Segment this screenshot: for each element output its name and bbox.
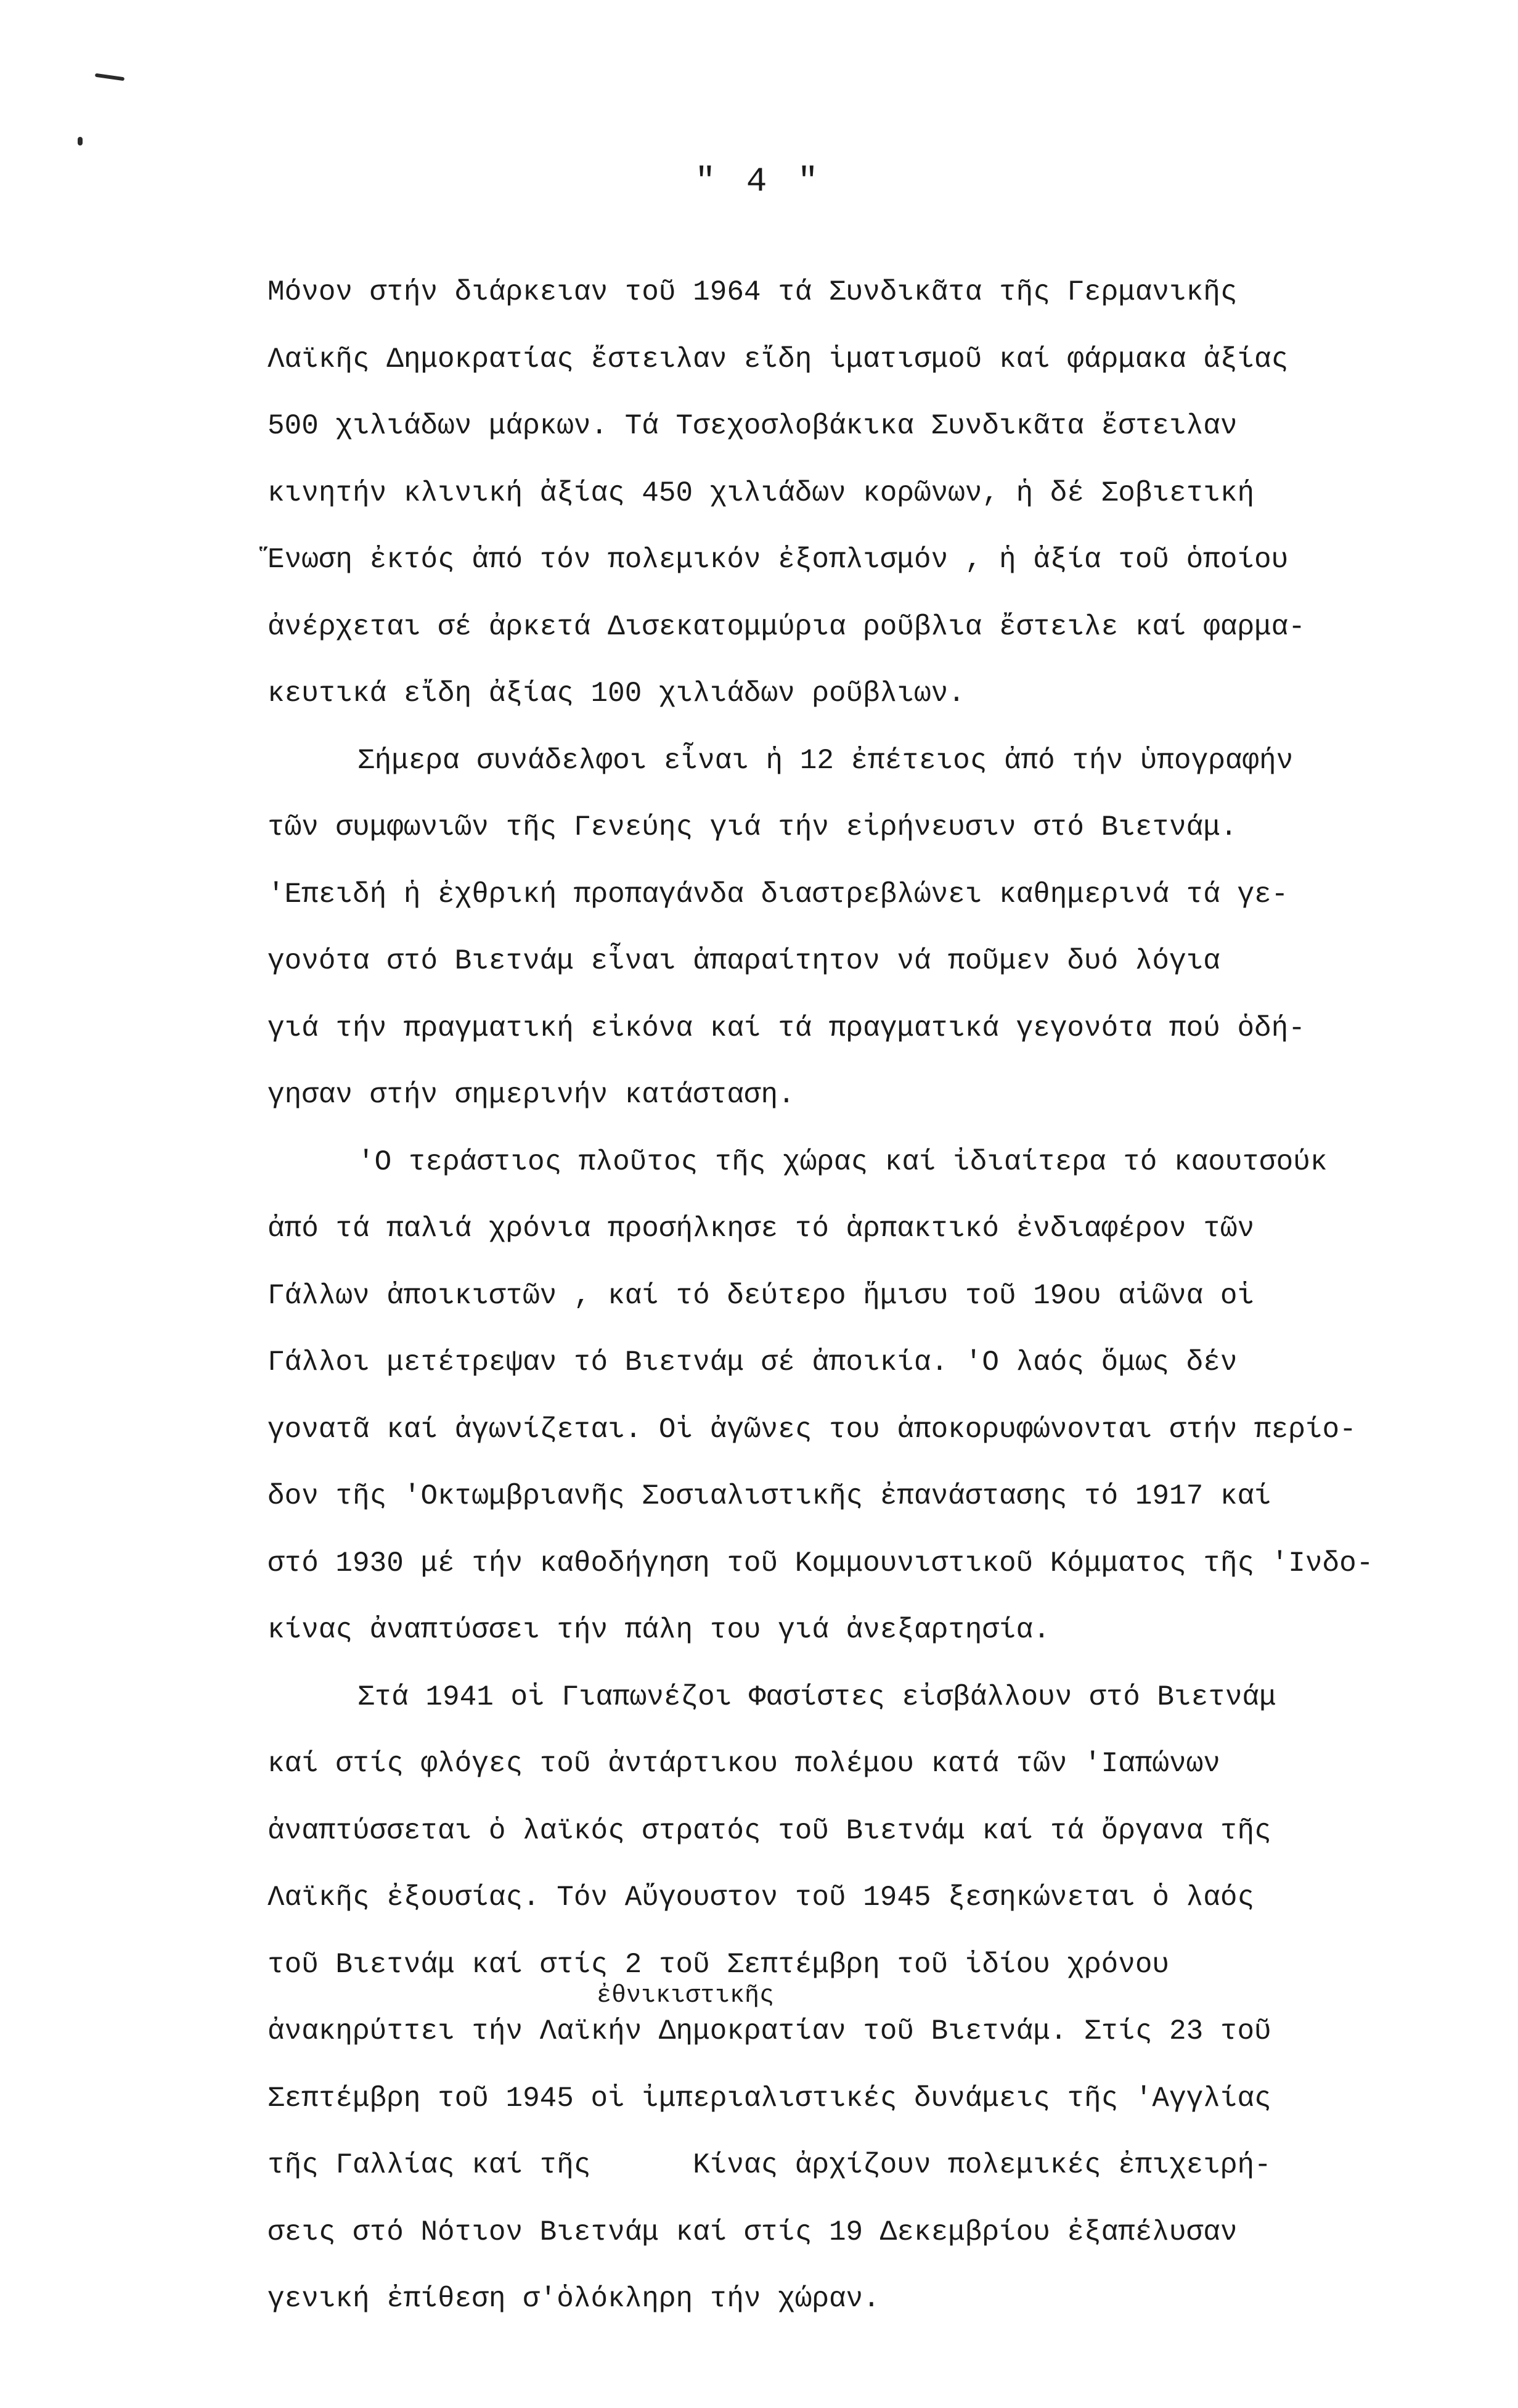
text-line: κίνας ἀναπτύσσει τήν πάλη του γιά ἀνεξαρτησία. — [267, 1614, 1050, 1646]
text-line: γιά τήν πραγματική εἰκόνα καί τά πραγματικά γεγονότα πού ὁδή- — [267, 1012, 1305, 1044]
paragraph — [267, 259, 1500, 727]
text-line: στό 1930 μέ τήν καθοδήγηση τοῦ Κομμουνιστικοῦ Κόμματος τῆς 'Ινδο- — [267, 1547, 1374, 1579]
text-line: Σεπτέμβρη τοῦ 1945 οἱ ἰμπεριαλιστικές δυνάμεις τῆς 'Αγγλίας — [267, 2082, 1271, 2115]
text-line: καί στίς φλόγες τοῦ ἀντάρτικου πολέμου κατά τῶν 'Ιαπώνων — [267, 1748, 1220, 1780]
text-line: τοῦ Βιετνάμ καί στίς 2 τοῦ Σεπτέμβρη τοῦ ἰδίου χρόνου — [267, 1948, 1170, 1981]
text-line: γονατᾶ καί ἀγωνίζεται. Οἱ ἀγῶνες του ἀποκορυφώνονται στήν περίο- — [267, 1413, 1357, 1446]
text-line: 'Ο τεράστιος πλοῦτος τῆς χώρας καί ἰδιαίτερα τό καουτσούκ — [357, 1145, 1328, 1178]
paragraph — [267, 1664, 1500, 2333]
scan-mark — [95, 73, 124, 81]
text-line: Λαϊκῆς Δημοκρατίας ἔστειλαν εἴδη ἱματισμοῦ καί φάρμακα ἀξίας — [267, 343, 1289, 375]
text-line: κινητήν κλινική ἀξίας 450 χιλιάδων κορῶνων, ἡ δέ Σοβιετική — [267, 477, 1255, 509]
text-line: Ἕνωση ἐκτός ἀπό τόν πολεμικόν ἐξοπλισμόν , ἡ ἀξία τοῦ ὁποίου — [267, 544, 1289, 576]
text-line: 'Επειδή ἡ ἐχθρική προπαγάνδα διαστρεβλώνει καθημερινά τά γε- — [267, 878, 1289, 911]
text-line: 500 χιλιάδων μάρκων. Τά Τσεχοσλοβάκικα Συνδικᾶτα ἔστειλαν — [267, 410, 1238, 442]
text-line: σεις στό Νότιον Βιετνάμ καί στίς 19 Δεκεμβρίου ἐξαπέλυσαν — [267, 2216, 1238, 2248]
text-line: Γάλλοι μετέτρεψαν τό Βιετνάμ σέ ἀποικία. 'Ο λαός ὅμως δέν — [267, 1346, 1238, 1378]
text-line: τῶν συμφωνιῶν τῆς Γενεύης γιά τήν εἰρήνευσιν στό Βιετνάμ. — [267, 811, 1238, 843]
text-line: ἀνέρχεται σέ ἀρκετά Δισεκατομμύρια ροῦβλια ἔστειλε καί φαρμα- — [267, 610, 1305, 643]
text-line: γονότα στό Βιετνάμ εἶναι ἀπαραίτητον νά ποῦμεν δυό λόγια — [267, 945, 1220, 977]
body-text — [267, 259, 1500, 2333]
text-line: Μόνον στήν διάρκειαν τοῦ 1964 τά Συνδικᾶτα τῆς Γερμανικῆς — [267, 276, 1238, 308]
page-number: " 4 " — [695, 162, 823, 201]
text-line: δον τῆς 'Οκτωμβριανῆς Σοσιαλιστικῆς ἐπανάστασης τό 1917 καί — [267, 1480, 1271, 1512]
text-line: ἀπό τά παλιά χρόνια προσήλκησε τό ἁρπακτικό ἐνδιαφέρον τῶν — [267, 1213, 1255, 1245]
text-line: Γάλλων ἀποικιστῶν , καί τό δεύτερο ἥμισυ τοῦ 19ου αἰῶνα οἱ — [267, 1279, 1255, 1312]
text-line: Στά 1941 οἱ Γιαπωνέζοι Φασίστες εἰσβάλλουν στό Βιετνάμ — [357, 1681, 1276, 1713]
interline-insertion: ἐθνικιστικῆς — [597, 1982, 775, 2010]
text-line: Σήμερα συνάδελφοι εἶναι ἡ 12 ἐπέτειος ἀπό τήν ὑπογραφήν — [357, 744, 1294, 777]
text-line: Λαϊκῆς ἐξουσίας. Τόν Αὔγουστον τοῦ 1945 ξεσηκώνεται ὁ λαός — [267, 1882, 1255, 1914]
scan-mark — [78, 137, 83, 145]
text-line: κευτικά εἴδη ἀξίας 100 χιλιάδων ροῦβλιων. — [267, 678, 965, 710]
paragraph — [267, 1129, 1500, 1664]
text-line: τῆς Γαλλίας καί τῆς Κίνας ἀρχίζουν πολεμικές ἐπιχειρή- — [267, 2149, 1271, 2181]
text-line: ἀνακηρύττει τήν Λαϊκήν Δημοκρατίαν τοῦ Βιετνάμ. Στίς 23 τοῦ — [267, 2015, 1271, 2047]
paragraph — [267, 727, 1500, 1129]
text-line: γενική ἐπίθεση σ'ὁλόκληρη τήν χώραν. — [267, 2283, 880, 2315]
text-line: ἀναπτύσσεται ὁ λαϊκός στρατός τοῦ Βιετνάμ καί τά ὄργανα τῆς — [267, 1814, 1271, 1847]
text-line: γησαν στήν σημερινήν κατάσταση. — [267, 1079, 795, 1111]
